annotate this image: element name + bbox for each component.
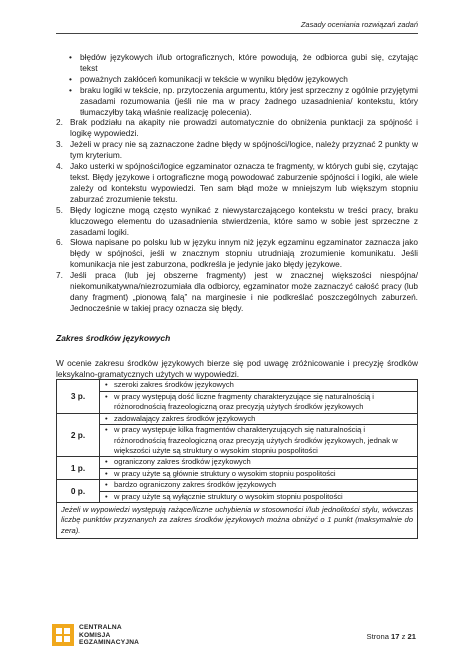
criteria-item: • w pracy występują dość liczne fragmenty charakteryzujące się naturalnością i różnorodnością frazeologiczną oraz precyzją użytych środków językowych bbox=[100, 392, 413, 413]
page-sep: z bbox=[401, 632, 406, 641]
header-rule bbox=[56, 33, 418, 34]
page-content bbox=[56, 52, 418, 539]
numbered-item bbox=[56, 139, 418, 161]
criteria-cell bbox=[100, 391, 418, 413]
criteria-item: • w pracy występuje kilka fragmentów charakteryzujących się naturalnością i różnorodnością frazeologiczną oraz precyzją użytych środków językowych, jednak w większości użyte są struktury o wysokim stopniu pospolitości bbox=[100, 425, 413, 456]
numbered-item bbox=[56, 237, 418, 270]
criteria-cell bbox=[100, 413, 418, 424]
table-row bbox=[57, 425, 418, 457]
cke-logo-icon bbox=[52, 624, 74, 646]
logo-text bbox=[79, 624, 139, 647]
numbered-list bbox=[56, 117, 418, 313]
table-row bbox=[57, 468, 418, 479]
item-number: 3. bbox=[56, 139, 63, 150]
top-bullet-list bbox=[56, 52, 418, 117]
page-current: 17 bbox=[391, 632, 400, 641]
section-title: Zakres środków językowych bbox=[56, 332, 171, 343]
table-row bbox=[57, 380, 418, 391]
item-number: 4. bbox=[56, 161, 63, 172]
criteria-item: • szeroki zakres środków językowych bbox=[100, 380, 413, 390]
page-number bbox=[367, 632, 416, 641]
criteria-item: • w pracy użyte są głównie struktury o wysokim stopniu pospolitości bbox=[100, 469, 413, 479]
criteria-cell bbox=[100, 457, 418, 468]
running-header: Zasady oceniania rozwiązań zadań bbox=[300, 20, 418, 29]
criteria-cell bbox=[100, 480, 418, 491]
numbered-item bbox=[56, 161, 418, 205]
table-row bbox=[57, 413, 418, 424]
criteria-cell bbox=[100, 468, 418, 479]
bullet-item: • poważnych zakłóceń komunikacji w tekście w wyniku błędów językowych bbox=[56, 74, 418, 85]
criteria-cell bbox=[100, 425, 418, 457]
item-number: 6. bbox=[56, 237, 63, 248]
item-number: 2. bbox=[56, 117, 63, 128]
table-row bbox=[57, 502, 418, 538]
table-row bbox=[57, 457, 418, 468]
item-text: Błędy logiczne mogą często wynikać z niewystarczającego kontekstu w treści pracy, braku kluczowego elementu do uzasadnienia stwierdzenia, które samo w sobie jest sprzeczne z zasadami logiki. bbox=[70, 204, 418, 237]
item-number: 7. bbox=[56, 270, 63, 281]
score-level: 3 p. bbox=[57, 380, 100, 413]
numbered-item bbox=[56, 270, 418, 314]
scoring-table bbox=[56, 379, 418, 539]
item-text: Słowa napisane po polsku lub w języku innym niż język egzaminu egzaminator zaznacza jako błędy w spójności, jeśli w znacznym stopniu utrudniają zrozumienie komunikatu. Jeśli komunikacja nie jest zaburzona, podkreśla je jedynie jako błędy językowe. bbox=[70, 237, 418, 270]
criteria-item: • w pracy użyte są wyłącznie struktury o wysokim stopniu pospolitości bbox=[100, 492, 413, 502]
criteria-item: • zadowalający zakres środków językowych bbox=[100, 414, 413, 424]
item-text: Jeżeli w pracy nie są zaznaczone żadne błędy w spójności/logice, należy przyznać 2 punkty w tym kryterium. bbox=[70, 139, 418, 161]
table-row bbox=[57, 491, 418, 502]
criteria-cell bbox=[100, 380, 418, 391]
bullet-item: • błędów językowych i/lub ortograficznych, które powodują, że odbiorca gubi się, czytając tekst bbox=[56, 52, 418, 74]
table-row bbox=[57, 391, 418, 413]
cke-logo bbox=[52, 624, 139, 647]
page-prefix: Strona bbox=[366, 632, 389, 641]
section-intro: W ocenie zakresu środków językowych bierze się pod uwagę zróżnicowanie i precyzję środków leksykalno-gramatycznych użytych w wypowiedzi. bbox=[56, 357, 418, 379]
bullet-item: • braku logiki w tekście, np. przytoczenia argumentu, który jest sprzeczny z ogólnie przyjętymi zasadami rozumowania (jeśli nie ma w pracy żadnego uzasadnienia/ kontekstu, który tłumaczyłby taką właśnie realizację polecenia). bbox=[56, 85, 418, 118]
table-note: Jeżeli w wypowiedzi występują rażące/liczne uchybienia w stosowności i/lub jednolitości stylu, wówczas liczbę punktów przyznanych za zakres środków językowych można obniżyć o 1 punkt (maksymalnie do zera). bbox=[57, 502, 418, 538]
criteria-item: • ograniczony zakres środków językowych bbox=[100, 457, 413, 467]
numbered-item bbox=[56, 117, 418, 139]
score-level: 1 p. bbox=[57, 457, 100, 480]
numbered-item bbox=[56, 205, 418, 238]
item-text: Brak podziału na akapity nie prowadzi automatycznie do obniżenia punktacji za spójność i logikę wypowiedzi. bbox=[70, 117, 418, 139]
logo-line: EGZAMINACYJNA bbox=[79, 639, 140, 647]
table-row bbox=[57, 480, 418, 491]
item-number: 5. bbox=[56, 204, 63, 215]
criteria-item: • bardzo ograniczony zakres środków językowych bbox=[100, 480, 413, 490]
item-text: Jako usterki w spójności/logice egzaminator oznacza te fragmenty, w których gubi się, czytając tekst. Błędy językowe i ortograficzne mogą powodować zaburzenie spójności i logiki, ale wiele zależy od kontekstu wypowiedzi. Ten sam błąd może w mniejszym lub większym stopniu zaburzać zrozumienie tekstu. bbox=[70, 161, 418, 204]
criteria-cell bbox=[100, 491, 418, 502]
logo-line: CENTRALNA bbox=[79, 624, 122, 631]
score-level: 0 p. bbox=[57, 480, 100, 503]
score-level: 2 p. bbox=[57, 413, 100, 457]
logo-line: KOMISJA bbox=[79, 631, 111, 639]
page-total: 21 bbox=[407, 632, 416, 641]
item-text: Jeśli praca (lub jej obszerne fragmenty) jest w znacznej większości niespójna/ niekomunikatywna/niezrozumiała dla odbiorcy, egzaminator może zaznaczyć całość pracy (lub dany fragment) „pionową falą” na marginesie i nie podkreślać poszczególnych zaburzeń. Jednocześnie w takiej pracy oznacza się błędy. bbox=[70, 270, 418, 313]
